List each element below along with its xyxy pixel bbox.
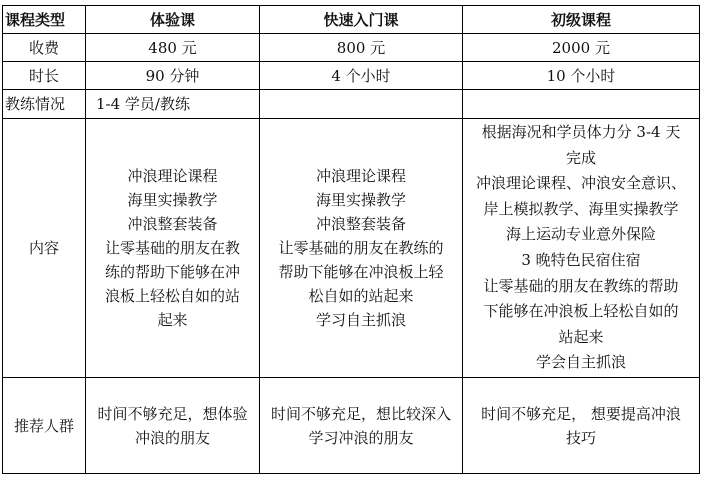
audience-trial-line: 时间不够充足，想体验: [97, 404, 248, 423]
content-beginner-line: 站起来: [558, 327, 604, 346]
content-beginner: [463, 119, 700, 378]
content-trial: [86, 119, 260, 378]
content-trial-line: 起来: [157, 311, 188, 329]
header-row: [3, 6, 700, 34]
content-row: [3, 119, 700, 378]
header-beginner-course: 初级课程: [463, 6, 700, 34]
duration-row: [3, 62, 700, 90]
coach-beginner: [463, 90, 700, 119]
content-trial-line: 冲浪理论课程: [127, 167, 218, 185]
duration-trial: 90 分钟: [86, 62, 260, 90]
content-quick-start-line: 松自如的站起来: [308, 287, 414, 305]
audience-beginner-line: 技巧: [565, 428, 596, 447]
duration-beginner: 10 个小时: [463, 62, 700, 90]
audience-quick-start: [260, 378, 463, 474]
coach-trial: 1-4 学员/教练: [86, 90, 260, 119]
course-comparison-table: [2, 5, 700, 474]
content-quick-start-line: 帮助下能够在冲浪板上轻: [278, 263, 444, 281]
audience-row: [3, 378, 700, 474]
coach-row: [3, 90, 700, 119]
content-quick-start: [260, 119, 463, 378]
content-trial-line: 冲浪整套装备: [127, 215, 218, 233]
content-beginner-line: 岸上模拟教学、海里实操教学: [483, 199, 679, 218]
audience-quick-start-line: 时间不够充足，想比较深入: [270, 404, 451, 423]
content-beginner-line: 海上运动专业意外保险: [505, 225, 656, 244]
content-beginner-line: 根据海况和学员体力分 3-4 天: [481, 123, 681, 142]
content-label: 内容: [3, 119, 86, 378]
header-trial-course: 体验课: [86, 6, 260, 34]
content-beginner-line: 下能够在冲浪板上轻松自如的: [483, 302, 679, 321]
content-beginner-line: 让零基础的朋友在教练的帮助: [483, 276, 679, 295]
content-quick-start-line: 学习自主抓浪: [315, 311, 406, 329]
audience-beginner: [463, 378, 700, 474]
audience-trial: [86, 378, 260, 474]
fee-trial: 480 元: [86, 34, 260, 62]
header-course-type: 课程类型: [3, 6, 86, 34]
audience-quick-start-line: 学习冲浪的朋友: [308, 428, 414, 447]
content-beginner-line: 完成: [565, 148, 596, 167]
coach-label: 教练情况: [3, 90, 86, 119]
fee-label: 收费: [3, 34, 86, 62]
duration-label: 时长: [3, 62, 86, 90]
duration-quick-start: 4 个小时: [260, 62, 463, 90]
content-quick-start-line: 让零基础的朋友在教练的: [278, 239, 444, 257]
content-trial-line: 浪板上轻松自如的站: [104, 287, 240, 305]
content-trial-line: 海里实操教学: [127, 191, 218, 209]
content-trial-line: 让零基础的朋友在教: [104, 239, 240, 257]
coach-quick-start: [260, 90, 463, 119]
content-quick-start-line: 冲浪理论课程: [315, 167, 406, 185]
content-beginner-line: 学会自主抓浪: [535, 353, 626, 372]
header-quick-start-course: 快速入门课: [260, 6, 463, 34]
audience-label: 推荐人群: [3, 378, 86, 474]
content-quick-start-line: 冲浪整套装备: [315, 215, 406, 233]
content-beginner-line: 3 晚特色民宿住宿: [521, 251, 641, 269]
content-beginner-line: 冲浪理论课程、冲浪安全意识、: [475, 174, 686, 193]
audience-beginner-line: 时间不够充足， 想要提高冲浪: [481, 404, 681, 423]
fee-quick-start: 800 元: [260, 34, 463, 62]
audience-trial-line: 冲浪的朋友: [134, 428, 210, 447]
fee-row: [3, 34, 700, 62]
content-trial-line: 练的帮助下能够在冲: [104, 263, 240, 281]
fee-beginner: 2000 元: [463, 34, 700, 62]
content-quick-start-line: 海里实操教学: [315, 191, 406, 209]
